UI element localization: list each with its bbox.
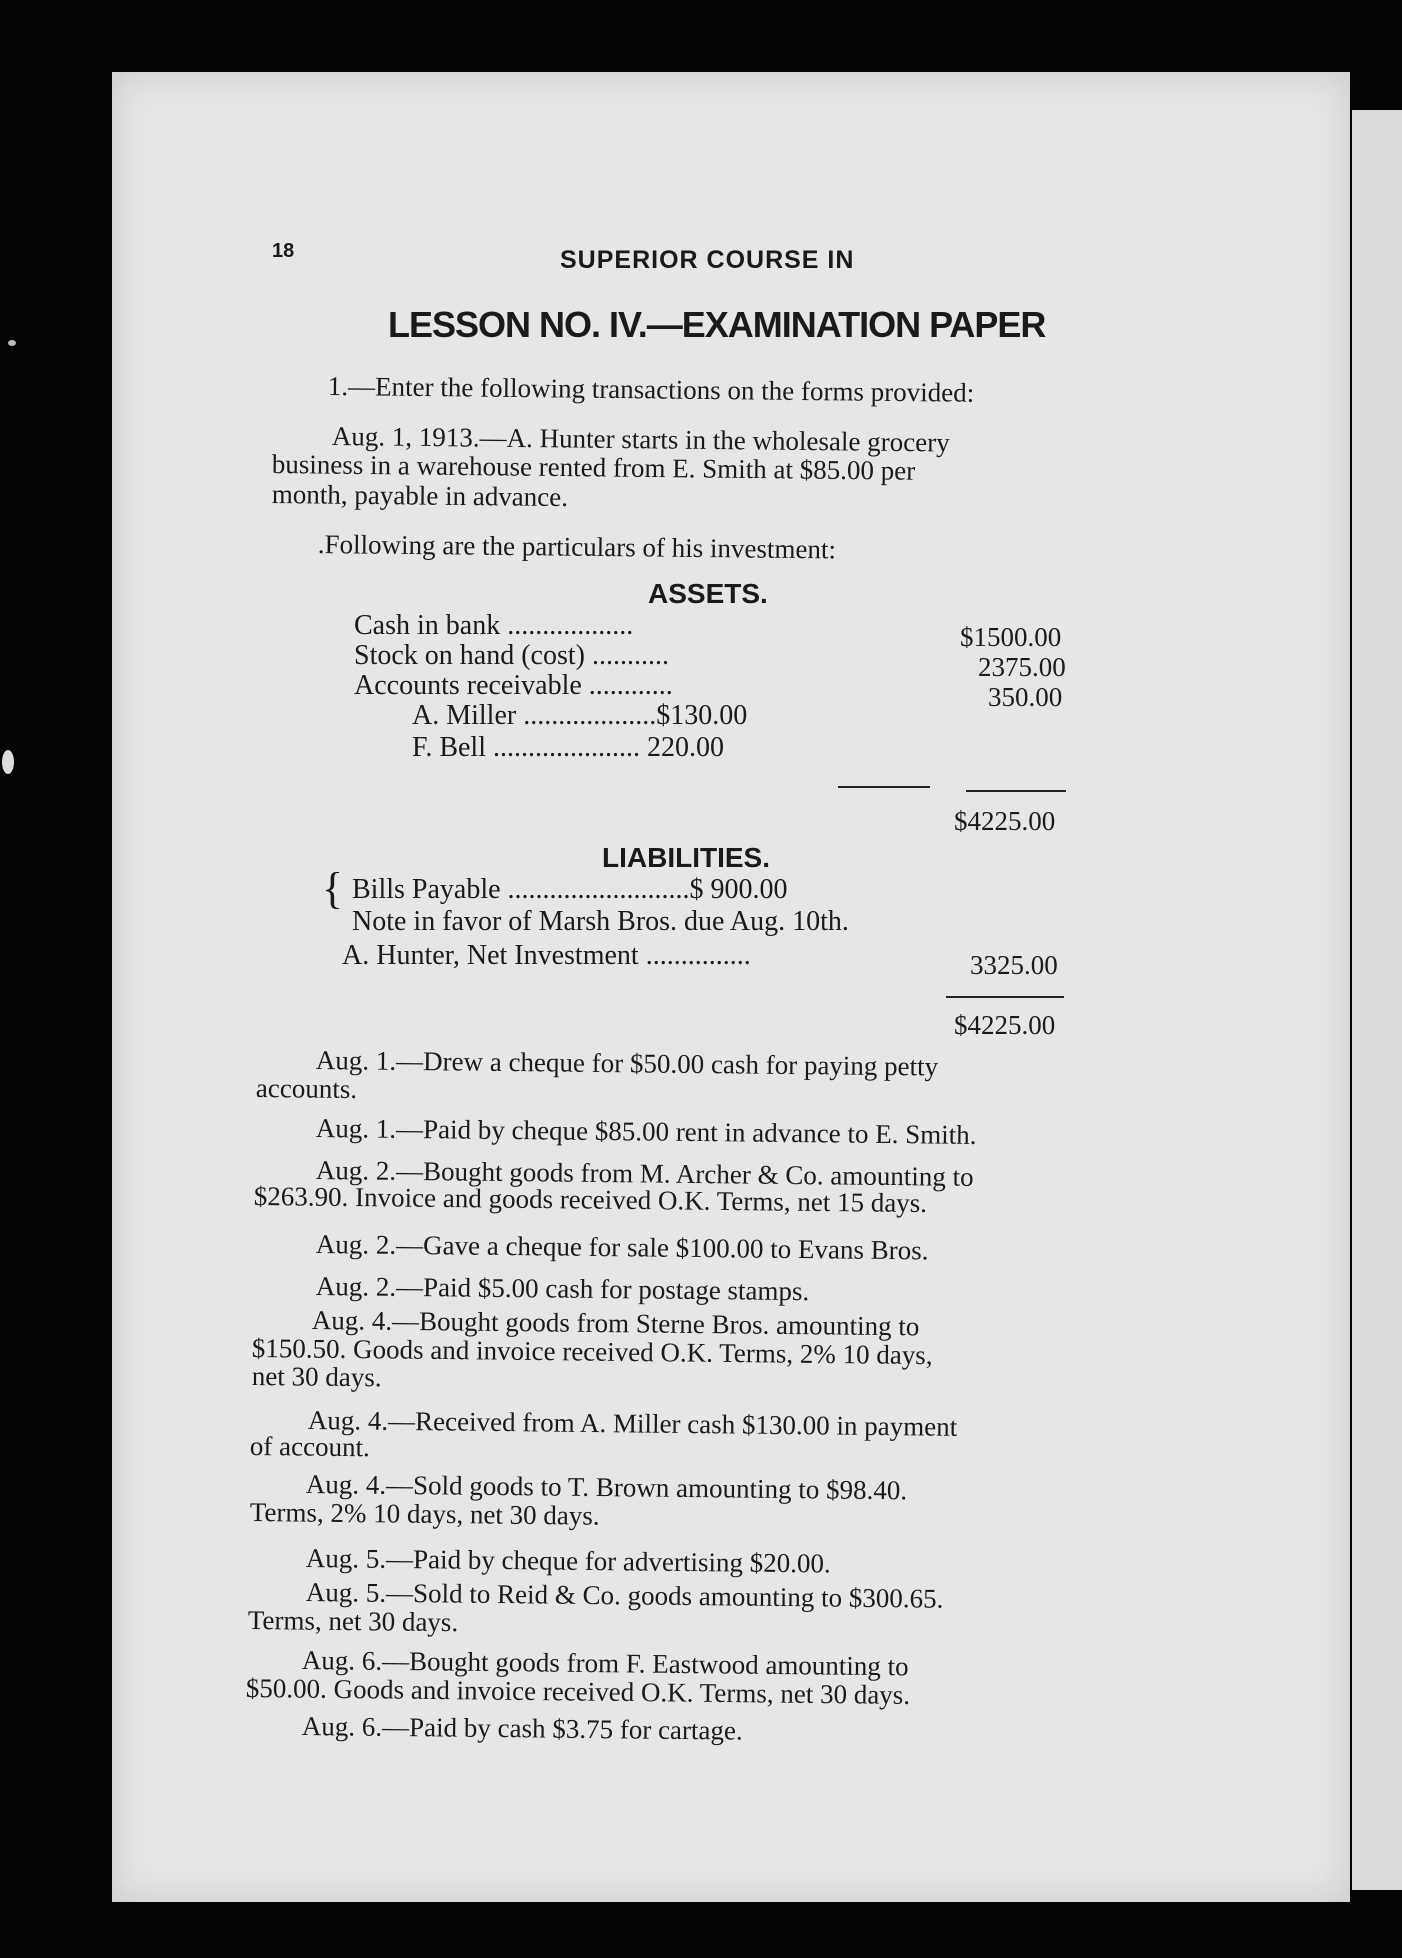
running-title: SUPERIOR COURSE IN	[560, 246, 855, 274]
transaction-line: Aug. 4.—Received from A. Miller cash $130.00 in payment	[307, 1405, 958, 1442]
transaction-line: Aug. 5.—Paid by cheque for advertising $20.00.	[305, 1543, 831, 1579]
transaction-line: Aug. 5.—Sold to Reid & Co. goods amounting to $300.65.	[305, 1577, 944, 1614]
subtotal-rule	[838, 786, 930, 788]
page-number: 18	[272, 240, 295, 262]
asset-cash-label: Cash in bank ..................	[354, 610, 634, 641]
liability-bills-label: Bills Payable ..........................$ 900.00	[352, 874, 788, 905]
transaction-line: Aug. 2.—Bought goods from M. Archer & Co. amounting to	[315, 1155, 974, 1192]
liabilities-heading: LIABILITIES.	[602, 842, 770, 873]
transaction-line: Aug. 4.—Sold goods to T. Brown amounting to $98.40.	[305, 1469, 908, 1506]
transaction-line: Aug. 6.—Bought goods from F. Eastwood amounting to	[301, 1645, 909, 1682]
liability-note-label: Note in favor of Marsh Bros. due Aug. 10th.	[352, 906, 849, 937]
asset-cash-value: $1500.00	[960, 622, 1062, 652]
asset-stock-label: Stock on hand (cost) ...........	[354, 640, 669, 671]
asset-stock-value: 2375.00	[978, 652, 1066, 682]
brace-mark: {	[322, 864, 344, 913]
investment-intro: .Following are the particulars of his investment:	[317, 529, 837, 565]
transaction-line: net 30 days.	[251, 1361, 382, 1393]
liability-hunter-label: A. Hunter, Net Investment ...............	[342, 940, 751, 971]
transaction-line: Aug. 1.—Drew a cheque for $50.00 cash for paying petty	[315, 1045, 939, 1082]
asset-miller-label: A. Miller ...................$130.00	[412, 700, 748, 731]
transaction-line: Aug. 2.—Paid $5.00 cash for postage stamps.	[315, 1271, 810, 1307]
scan-speck	[8, 340, 16, 346]
asset-receivable-value: 350.00	[988, 682, 1063, 712]
intro-line: month, payable in advance.	[271, 479, 569, 513]
transaction-line: Terms, net 30 days.	[247, 1605, 459, 1638]
transaction-line: of account.	[249, 1431, 370, 1463]
transaction-line: $150.50. Goods and invoice received O.K. Terms, 2% 10 days,	[251, 1333, 933, 1371]
transaction-line: Aug. 4.—Bought goods from Sterne Bros. amounting to	[311, 1305, 920, 1342]
transaction-line: Terms, 2% 10 days, net 30 days.	[249, 1497, 600, 1531]
intro-line: business in a warehouse rented from E. Smith at $85.00 per	[271, 449, 916, 486]
assets-total: $4225.00	[954, 806, 1056, 836]
transaction-line: $263.90. Invoice and goods received O.K. Terms, net 15 days.	[253, 1181, 928, 1219]
scan-speck	[2, 750, 14, 774]
transaction-line: $50.00. Goods and invoice received O.K. Terms, net 30 days.	[245, 1673, 911, 1710]
intro-line: Aug. 1, 1913.—A. Hunter starts in the wholesale grocery	[331, 421, 950, 458]
lesson-title: LESSON NO. IV.—EXAMINATION PAPER	[388, 304, 1046, 345]
transaction-line: Aug. 1.—Paid by cheque $85.00 rent in advance to E. Smith.	[315, 1113, 977, 1150]
liabilities-total: $4225.00	[954, 1010, 1056, 1040]
total-rule	[966, 790, 1066, 792]
asset-bell-label: F. Bell ..................... 220.00	[412, 732, 724, 763]
transaction-line: Aug. 2.—Gave a cheque for sale $100.00 to Evans Bros.	[315, 1229, 929, 1266]
transaction-line: accounts.	[255, 1073, 358, 1105]
total-rule	[946, 996, 1064, 998]
assets-heading: ASSETS.	[648, 578, 768, 609]
liability-hunter-value: 3325.00	[970, 950, 1058, 980]
transaction-line: Aug. 6.—Paid by cash $3.75 for cartage.	[301, 1711, 743, 1746]
facing-page-edge	[1352, 110, 1402, 1890]
instruction: 1.—Enter the following transactions on the forms provided:	[327, 371, 975, 408]
asset-receivable-label: Accounts receivable ............	[354, 670, 673, 701]
